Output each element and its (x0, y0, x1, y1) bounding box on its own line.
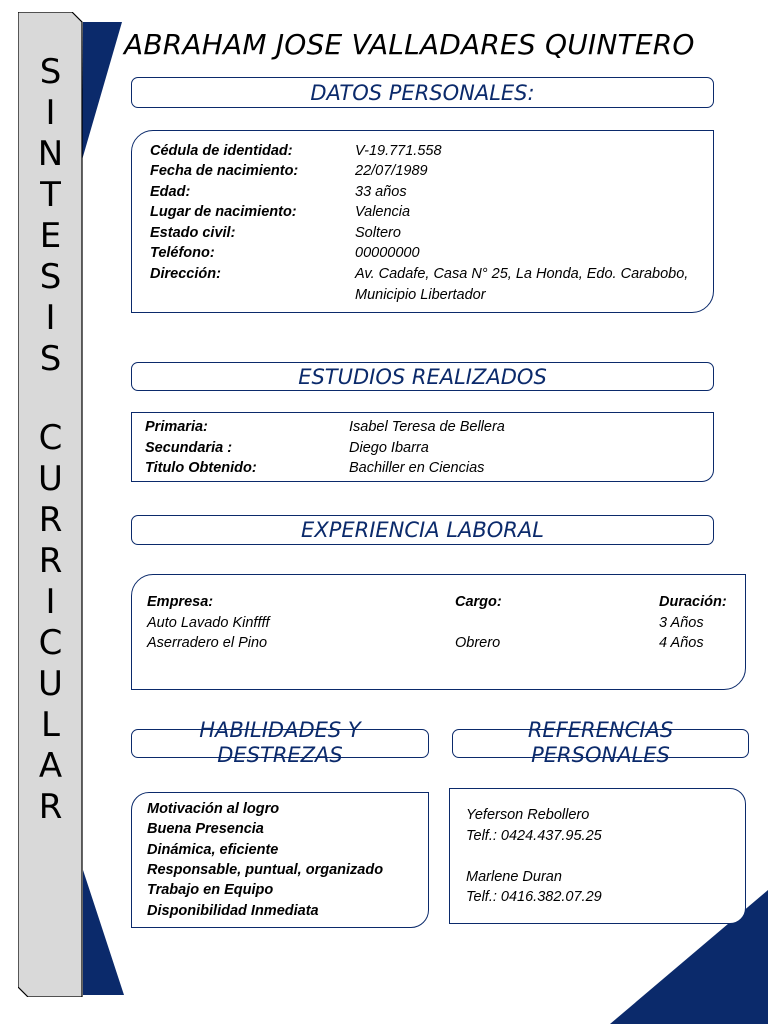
sidebar-letter: S (39, 339, 62, 379)
sidebar-letter: U (38, 664, 63, 704)
field-label: Titulo Obtenido: (145, 460, 257, 476)
sidebar-letter: R (38, 500, 63, 540)
job-cargo: Obrero (455, 635, 501, 651)
column-header-cargo: Cargo: (455, 594, 502, 610)
reference-name: Marlene Duran (466, 869, 562, 885)
section-header-label-line1: REFERENCIAS (527, 718, 674, 742)
skill-item: Motivación al logro (147, 801, 280, 817)
section-header-referencias (452, 718, 749, 767)
section-header-label: EXPERIENCIA LABORAL (301, 518, 544, 542)
section-header-habilidades (131, 718, 429, 767)
field-value: Av. Cadafe, Casa N° 25, La Honda, Edo. Carabobo, (355, 266, 689, 282)
sidebar-letter: C (38, 623, 63, 663)
section-header-label-line2: DESTREZAS (217, 743, 343, 767)
sidebar-letter: R (38, 541, 63, 581)
person-name: ABRAHAM JOSE VALLADARES QUINTERO (124, 28, 695, 61)
column-header-empresa: Empresa: (147, 594, 214, 610)
reference-phone: Telf.: 0416.382.07.29 (466, 889, 602, 905)
field-value: Isabel Teresa de Bellera (349, 419, 505, 435)
field-value: V-19.771.558 (355, 143, 442, 159)
sidebar-vertical-title (18, 52, 83, 828)
field-value: 22/07/1989 (355, 163, 428, 179)
field-label: Teléfono: (150, 245, 215, 261)
skill-item: Dinámica, eficiente (147, 842, 279, 858)
section-header-estudios (131, 362, 714, 391)
sidebar-letter: C (38, 418, 63, 458)
sidebar-letter: S (39, 52, 62, 92)
field-label: Estado civil: (150, 225, 236, 241)
experiencia-box (131, 574, 746, 690)
section-header-label: ESTUDIOS REALIZADOS (298, 364, 547, 389)
skill-item: Buena Presencia (147, 821, 264, 837)
field-label: Lugar de nacimiento: (150, 204, 297, 220)
reference-name: Yeferson Rebollero (466, 807, 590, 823)
datos-personales-box (131, 130, 714, 313)
field-value: 33 años (355, 184, 407, 200)
sidebar-letter: E (39, 216, 62, 256)
left-navy-wedge-bottom (83, 870, 124, 995)
sidebar-letter: U (38, 459, 63, 499)
field-label: Primaria: (145, 419, 208, 435)
section-header-label-line1: HABILIDADES Y (199, 718, 361, 742)
sidebar-letter: I (45, 298, 56, 338)
field-label: Dirección: (150, 266, 221, 282)
field-value: Soltero (355, 225, 401, 241)
job-empresa: Aserradero el Pino (147, 635, 268, 651)
field-value: Diego Ibarra (349, 440, 429, 456)
section-header-experiencia (131, 515, 714, 545)
skill-item: Trabajo en Equipo (147, 882, 274, 898)
sidebar-letter: I (45, 93, 56, 133)
estudios-box (131, 412, 714, 482)
section-header-label: DATOS PERSONALES: (310, 80, 535, 105)
address-line-2: Municipio Libertador (355, 287, 486, 303)
field-label: Cédula de identidad: (150, 143, 293, 159)
habilidades-box (131, 792, 429, 928)
field-label: Fecha de nacimiento: (150, 163, 299, 179)
section-header-label-line2: PERSONALES (531, 743, 670, 767)
field-value: 00000000 (355, 245, 420, 261)
field-value: Valencia (355, 204, 411, 220)
sidebar-letter: L (41, 705, 60, 745)
referencias-box (449, 788, 746, 924)
sidebar-letter: N (37, 134, 64, 174)
sidebar-letter: I (45, 582, 56, 622)
left-navy-wedge (82, 22, 122, 160)
sidebar-letter: S (39, 257, 62, 297)
column-header-duracion: Duración: (659, 594, 727, 610)
section-header-datos (131, 77, 714, 108)
skill-item: Responsable, puntual, organizado (147, 862, 384, 878)
sidebar-letter: T (40, 175, 61, 215)
skill-item: Disponibilidad Inmediata (147, 903, 319, 919)
field-label: Secundaria : (145, 440, 233, 456)
sidebar-letter: A (38, 746, 63, 786)
job-empresa: Auto Lavado Kinffff (147, 615, 270, 631)
sidebar-banner (18, 12, 83, 997)
sidebar-letter: R (38, 787, 63, 827)
job-duracion: 4 Años (659, 635, 704, 651)
field-label: Edad: (150, 184, 191, 200)
reference-phone: Telf.: 0424.437.95.25 (466, 828, 602, 844)
job-duracion: 3 Años (659, 615, 704, 631)
field-value: Bachiller en Ciencias (349, 460, 485, 476)
